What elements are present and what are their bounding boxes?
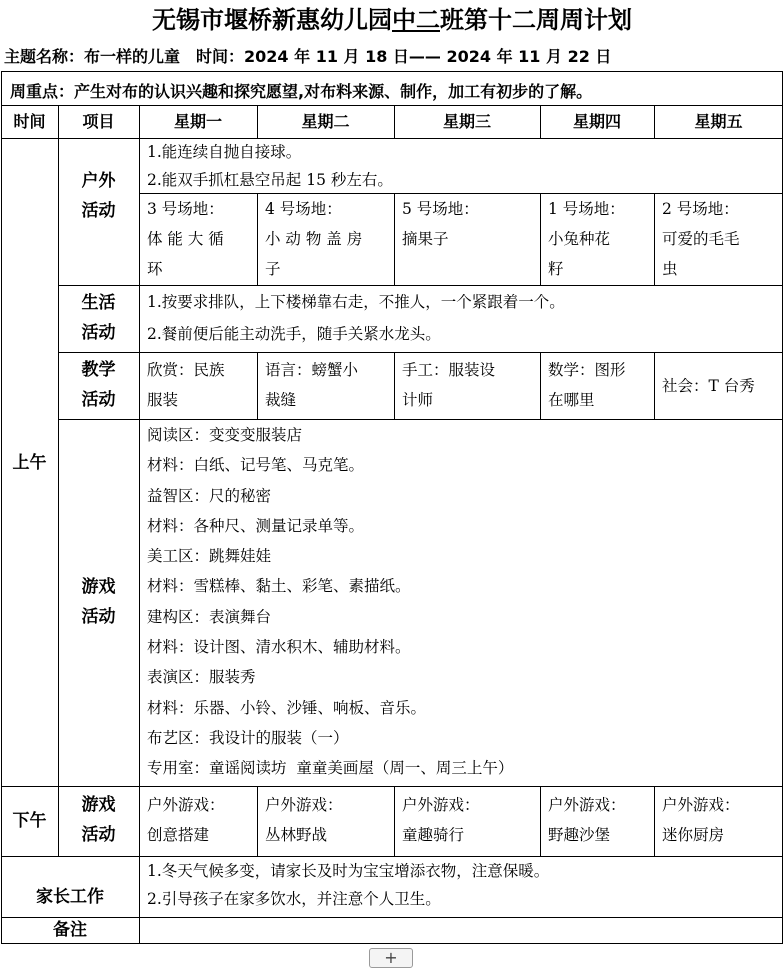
cell-line: 小 动 物 盖 房	[265, 230, 363, 248]
label-line: 游戏	[81, 795, 116, 815]
area-line: 阅读区：变变变服装店	[147, 426, 303, 444]
afternoon-wednesday	[394, 790, 540, 852]
area-line: 益智区：尺的秘密	[147, 486, 272, 505]
teaching-monday	[139, 355, 257, 417]
cell-line: 数学：图形	[548, 361, 626, 379]
material-line: 材料：设计图、清水积木、辅助材料。	[147, 638, 411, 657]
afternoon-friday	[654, 790, 783, 852]
goal-line: 1.能连续自抛自接球。	[147, 143, 302, 161]
cell-line: 户外游戏：	[662, 796, 740, 814]
label-line: 生活	[81, 293, 116, 313]
row-divider	[1, 105, 783, 106]
cell-line: 5 号场地：	[402, 200, 479, 218]
time-morning: 上午	[12, 453, 47, 473]
parents-work-content	[139, 857, 783, 917]
cell-line: 1 号场地：	[548, 200, 625, 218]
afternoon-game-label	[58, 790, 139, 852]
cell-line: 体 能 大 循	[147, 230, 224, 248]
header-tuesday: 星期二	[301, 112, 350, 131]
add-button[interactable]: +	[369, 948, 413, 968]
page-title	[0, 4, 784, 36]
label-line: 活动	[81, 607, 116, 627]
cell-line: 服装	[147, 391, 179, 409]
area-line: 美工区：跳舞娃娃	[147, 547, 272, 566]
cell-line: 虫	[662, 260, 678, 278]
content-line: 2.餐前便后能主动洗手，随手关紧水龙头。	[147, 325, 441, 343]
parents-work-label: 家长工作	[36, 887, 104, 907]
header-item: 项目	[82, 112, 115, 131]
content-line: 1.按要求排队，上下楼梯靠右走，不推人，一个紧跟着一个。	[147, 293, 565, 311]
cell-line: 手工：服装设	[402, 361, 496, 379]
notes-label: 备注	[53, 920, 87, 940]
game-activity-content	[139, 420, 783, 786]
cell-line: 子	[265, 260, 281, 278]
special-room-line: 专用室：童谣阅读坊 童童美画屋（周一、周三上午）	[147, 759, 514, 778]
cell-line: 户外游戏：	[265, 796, 343, 814]
weekly-focus: 周重点：产生对布的认识兴趣和探究愿望,对布料来源、制作，加工有初步的了解。	[10, 82, 593, 101]
material-line: 材料：乐器、小铃、沙锤、响板、音乐。	[147, 698, 427, 717]
teaching-thursday	[540, 355, 654, 417]
outdoor-goals	[139, 138, 783, 194]
outdoor-wednesday	[394, 194, 540, 285]
label-line: 活动	[81, 390, 116, 410]
cell-line: 欣赏：民族	[147, 361, 225, 379]
cell-line: 2 号场地：	[662, 200, 739, 218]
header-time: 时间	[13, 112, 46, 131]
teaching-activity-label	[58, 355, 139, 417]
cell-line: 语言：螃蟹小	[265, 361, 359, 379]
teaching-wednesday	[394, 355, 540, 417]
theme-name: 主题名称：布一样的儿童	[4, 47, 181, 66]
theme-line	[4, 46, 611, 68]
goal-line: 2.能双手抓杠悬空吊起 15 秒左右。	[147, 171, 393, 189]
content-line: 1.冬天气候多变，请家长及时为宝宝增添衣物，注意保暖。	[147, 862, 550, 880]
cell-line: 可爱的毛毛	[662, 230, 740, 248]
cell-line: 4 号场地：	[265, 200, 342, 218]
header-monday: 星期一	[173, 112, 222, 131]
time-afternoon: 下午	[12, 811, 47, 831]
cell-line: 野趣沙堡	[548, 826, 611, 844]
cell-line: 户外游戏：	[147, 796, 225, 814]
area-line: 布艺区：我设计的服装（一）	[147, 728, 349, 747]
cell-line: 裁缝	[265, 391, 297, 409]
row-divider	[58, 352, 783, 353]
life-activity-content	[139, 286, 783, 352]
life-activity-label	[58, 288, 139, 350]
label-line: 游戏	[81, 577, 116, 597]
cell-line: 社会：T 台秀	[662, 377, 755, 395]
afternoon-thursday	[540, 790, 654, 852]
outdoor-tuesday	[257, 194, 394, 285]
outdoor-monday	[139, 194, 257, 285]
area-line: 建构区：表演舞台	[147, 607, 272, 626]
label-line: 活动	[81, 825, 116, 845]
cell-line: 创意搭建	[147, 826, 210, 844]
label-line: 户外	[81, 171, 116, 191]
cell-line: 籽	[548, 260, 564, 278]
cell-line: 环	[147, 260, 163, 278]
notes-value[interactable]	[139, 917, 783, 944]
afternoon-monday	[139, 790, 257, 852]
material-line: 材料：各种尺、测量记录单等。	[147, 516, 365, 535]
cell-line: 计师	[402, 391, 434, 409]
cell-line: 3 号场地：	[147, 200, 224, 218]
teaching-tuesday	[257, 355, 394, 417]
cell-line: 小兔种花	[548, 230, 611, 248]
header-thursday: 星期四	[572, 112, 621, 131]
material-line: 材料：白纸、记号笔、马克笔。	[147, 456, 365, 475]
title-part: 班第十二周周计划	[440, 6, 632, 34]
cell-line: 户外游戏：	[402, 796, 480, 814]
cell-line: 迷你厨房	[662, 826, 725, 844]
content-line: 2.引导孩子在家多饮水，并注意个人卫生。	[147, 890, 441, 908]
cell-line: 丛林野战	[265, 826, 328, 844]
teaching-friday	[654, 355, 783, 417]
area-line: 表演区：服装秀	[147, 668, 256, 687]
cell-line: 童趣骑行	[402, 826, 465, 844]
outdoor-activity-label	[58, 166, 139, 228]
material-line: 材料：雪糕棒、黏土、彩笔、素描纸。	[147, 577, 411, 596]
game-activity-label	[58, 572, 139, 634]
header-friday: 星期五	[694, 112, 743, 131]
label-line: 活动	[81, 323, 116, 343]
outdoor-thursday	[540, 194, 654, 285]
title-class: 中二	[392, 6, 440, 34]
afternoon-tuesday	[257, 790, 394, 852]
row-divider	[1, 786, 783, 787]
title-part: 无锡市堰桥新惠幼儿园	[152, 6, 392, 34]
label-line: 教学	[81, 360, 116, 380]
outdoor-friday	[654, 194, 783, 285]
header-wednesday: 星期三	[442, 112, 491, 131]
cell-line: 摘果子	[402, 230, 449, 248]
theme-time: 时间：2024 年 11 月 18 日—— 2024 年 11 月 22 日	[196, 47, 612, 66]
cell-line: 户外游戏：	[548, 796, 626, 814]
label-line: 活动	[81, 201, 116, 221]
cell-line: 在哪里	[548, 391, 595, 409]
